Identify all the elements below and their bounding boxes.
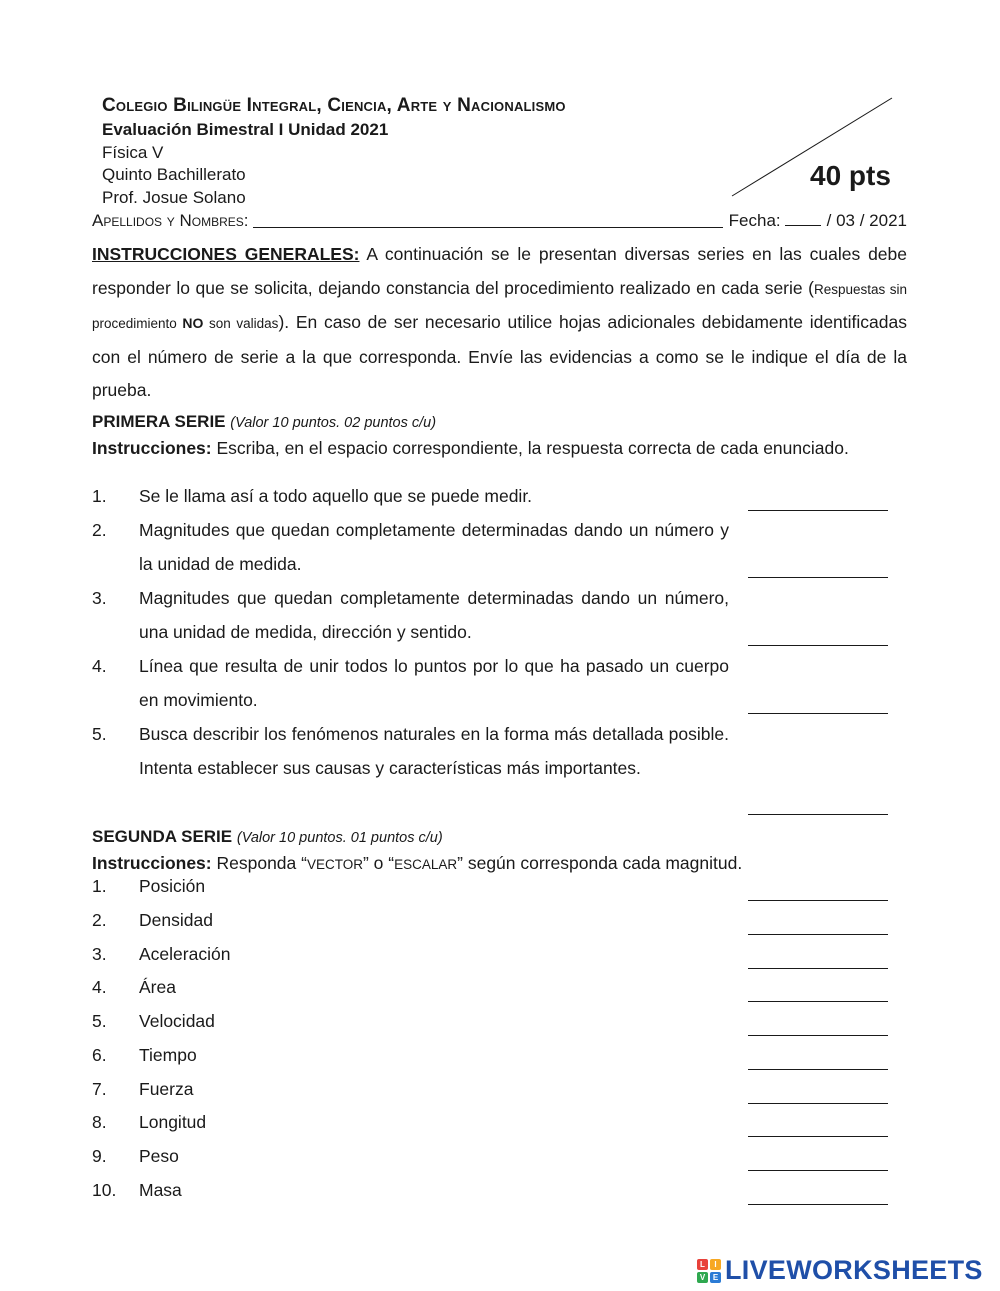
serie2-title: SEGUNDA SERIE (Valor 10 puntos. 01 puntos c/u) bbox=[92, 827, 443, 846]
answer-blank[interactable] bbox=[748, 1069, 888, 1070]
answer-blank[interactable] bbox=[748, 1103, 888, 1104]
answer-blank[interactable] bbox=[748, 713, 888, 714]
answer-blank[interactable] bbox=[748, 934, 888, 935]
subject: Física V bbox=[102, 143, 164, 162]
answer-blank[interactable] bbox=[748, 1170, 888, 1171]
instructions-text-2: ). En caso de ser necesario utilice hojas adicionales debidamente identificadas con el número de serie a la que corresponda. Envíe las evidencias a como se le indique el día de la prueba. bbox=[92, 312, 907, 401]
serie2-value: (Valor 10 puntos. 01 puntos c/u) bbox=[236, 830, 443, 846]
answer-blank[interactable] bbox=[748, 968, 888, 969]
answer-blank[interactable] bbox=[748, 1001, 888, 1002]
liveworksheets-logo bbox=[697, 1255, 983, 1286]
serie1-title: PRIMERA SERIE (Valor 10 puntos. 02 puntos c/u) bbox=[92, 412, 437, 431]
instructions-title: INSTRUCCIONES GENERALES: bbox=[92, 244, 360, 264]
teacher: Prof. Josue Solano bbox=[102, 188, 246, 207]
logo-blocks bbox=[697, 1259, 721, 1283]
logo-text: LIVEWORKSHEETS bbox=[725, 1255, 983, 1285]
student-info-line bbox=[92, 209, 907, 233]
name-label: Apellidos y Nombres: bbox=[92, 211, 249, 230]
logo-block-e: E bbox=[710, 1272, 721, 1283]
answer-blank[interactable] bbox=[748, 1136, 888, 1137]
instructions-note-1: Respuestas sin procedimiento bbox=[92, 281, 907, 332]
answer-blank[interactable] bbox=[748, 577, 888, 578]
answer-blank[interactable] bbox=[748, 510, 888, 511]
date-rest: / 03 / 2021 bbox=[826, 211, 907, 230]
logo-block-v: V bbox=[697, 1272, 708, 1283]
serie2-instructions: Instrucciones: Responda “VECTOR” o “ESCALAR” según corresponda cada magnitud. bbox=[92, 853, 743, 873]
answer-blank[interactable] bbox=[748, 1204, 888, 1205]
instructions-text-1: A continuación se le presentan diversas series en las cuales debe responder lo que se solicita, dejando constancia del procedimiento realizado en cada serie ( bbox=[92, 244, 907, 298]
answer-blank[interactable] bbox=[748, 1035, 888, 1036]
name-blank[interactable] bbox=[253, 209, 723, 228]
logo-block-i: I bbox=[710, 1259, 721, 1270]
logo-block-l: L bbox=[697, 1259, 708, 1270]
general-instructions bbox=[92, 238, 907, 408]
instructions-no: NO bbox=[182, 315, 204, 332]
grade: Quinto Bachillerato bbox=[102, 165, 246, 184]
answer-blank[interactable] bbox=[748, 814, 888, 815]
day-blank[interactable] bbox=[785, 212, 821, 226]
total-points: 40 pts bbox=[810, 160, 891, 191]
serie1-instructions: Instrucciones: Escriba, en el espacio correspondiente, la respuesta correcta de cada enunciado. bbox=[92, 438, 849, 458]
serie1-value: (Valor 10 puntos. 02 puntos c/u) bbox=[230, 415, 437, 431]
evaluation-title: Evaluación Bimestral I Unidad 2021 bbox=[102, 120, 389, 139]
instructions-note-2: son validas bbox=[203, 316, 279, 332]
school-name: Colegio Bilingüe Integral, Ciencia, Arte y Nacionalismo bbox=[102, 95, 566, 116]
answer-blank[interactable] bbox=[748, 645, 888, 646]
date-label: Fecha: bbox=[728, 211, 781, 230]
answer-blank[interactable] bbox=[748, 900, 888, 901]
